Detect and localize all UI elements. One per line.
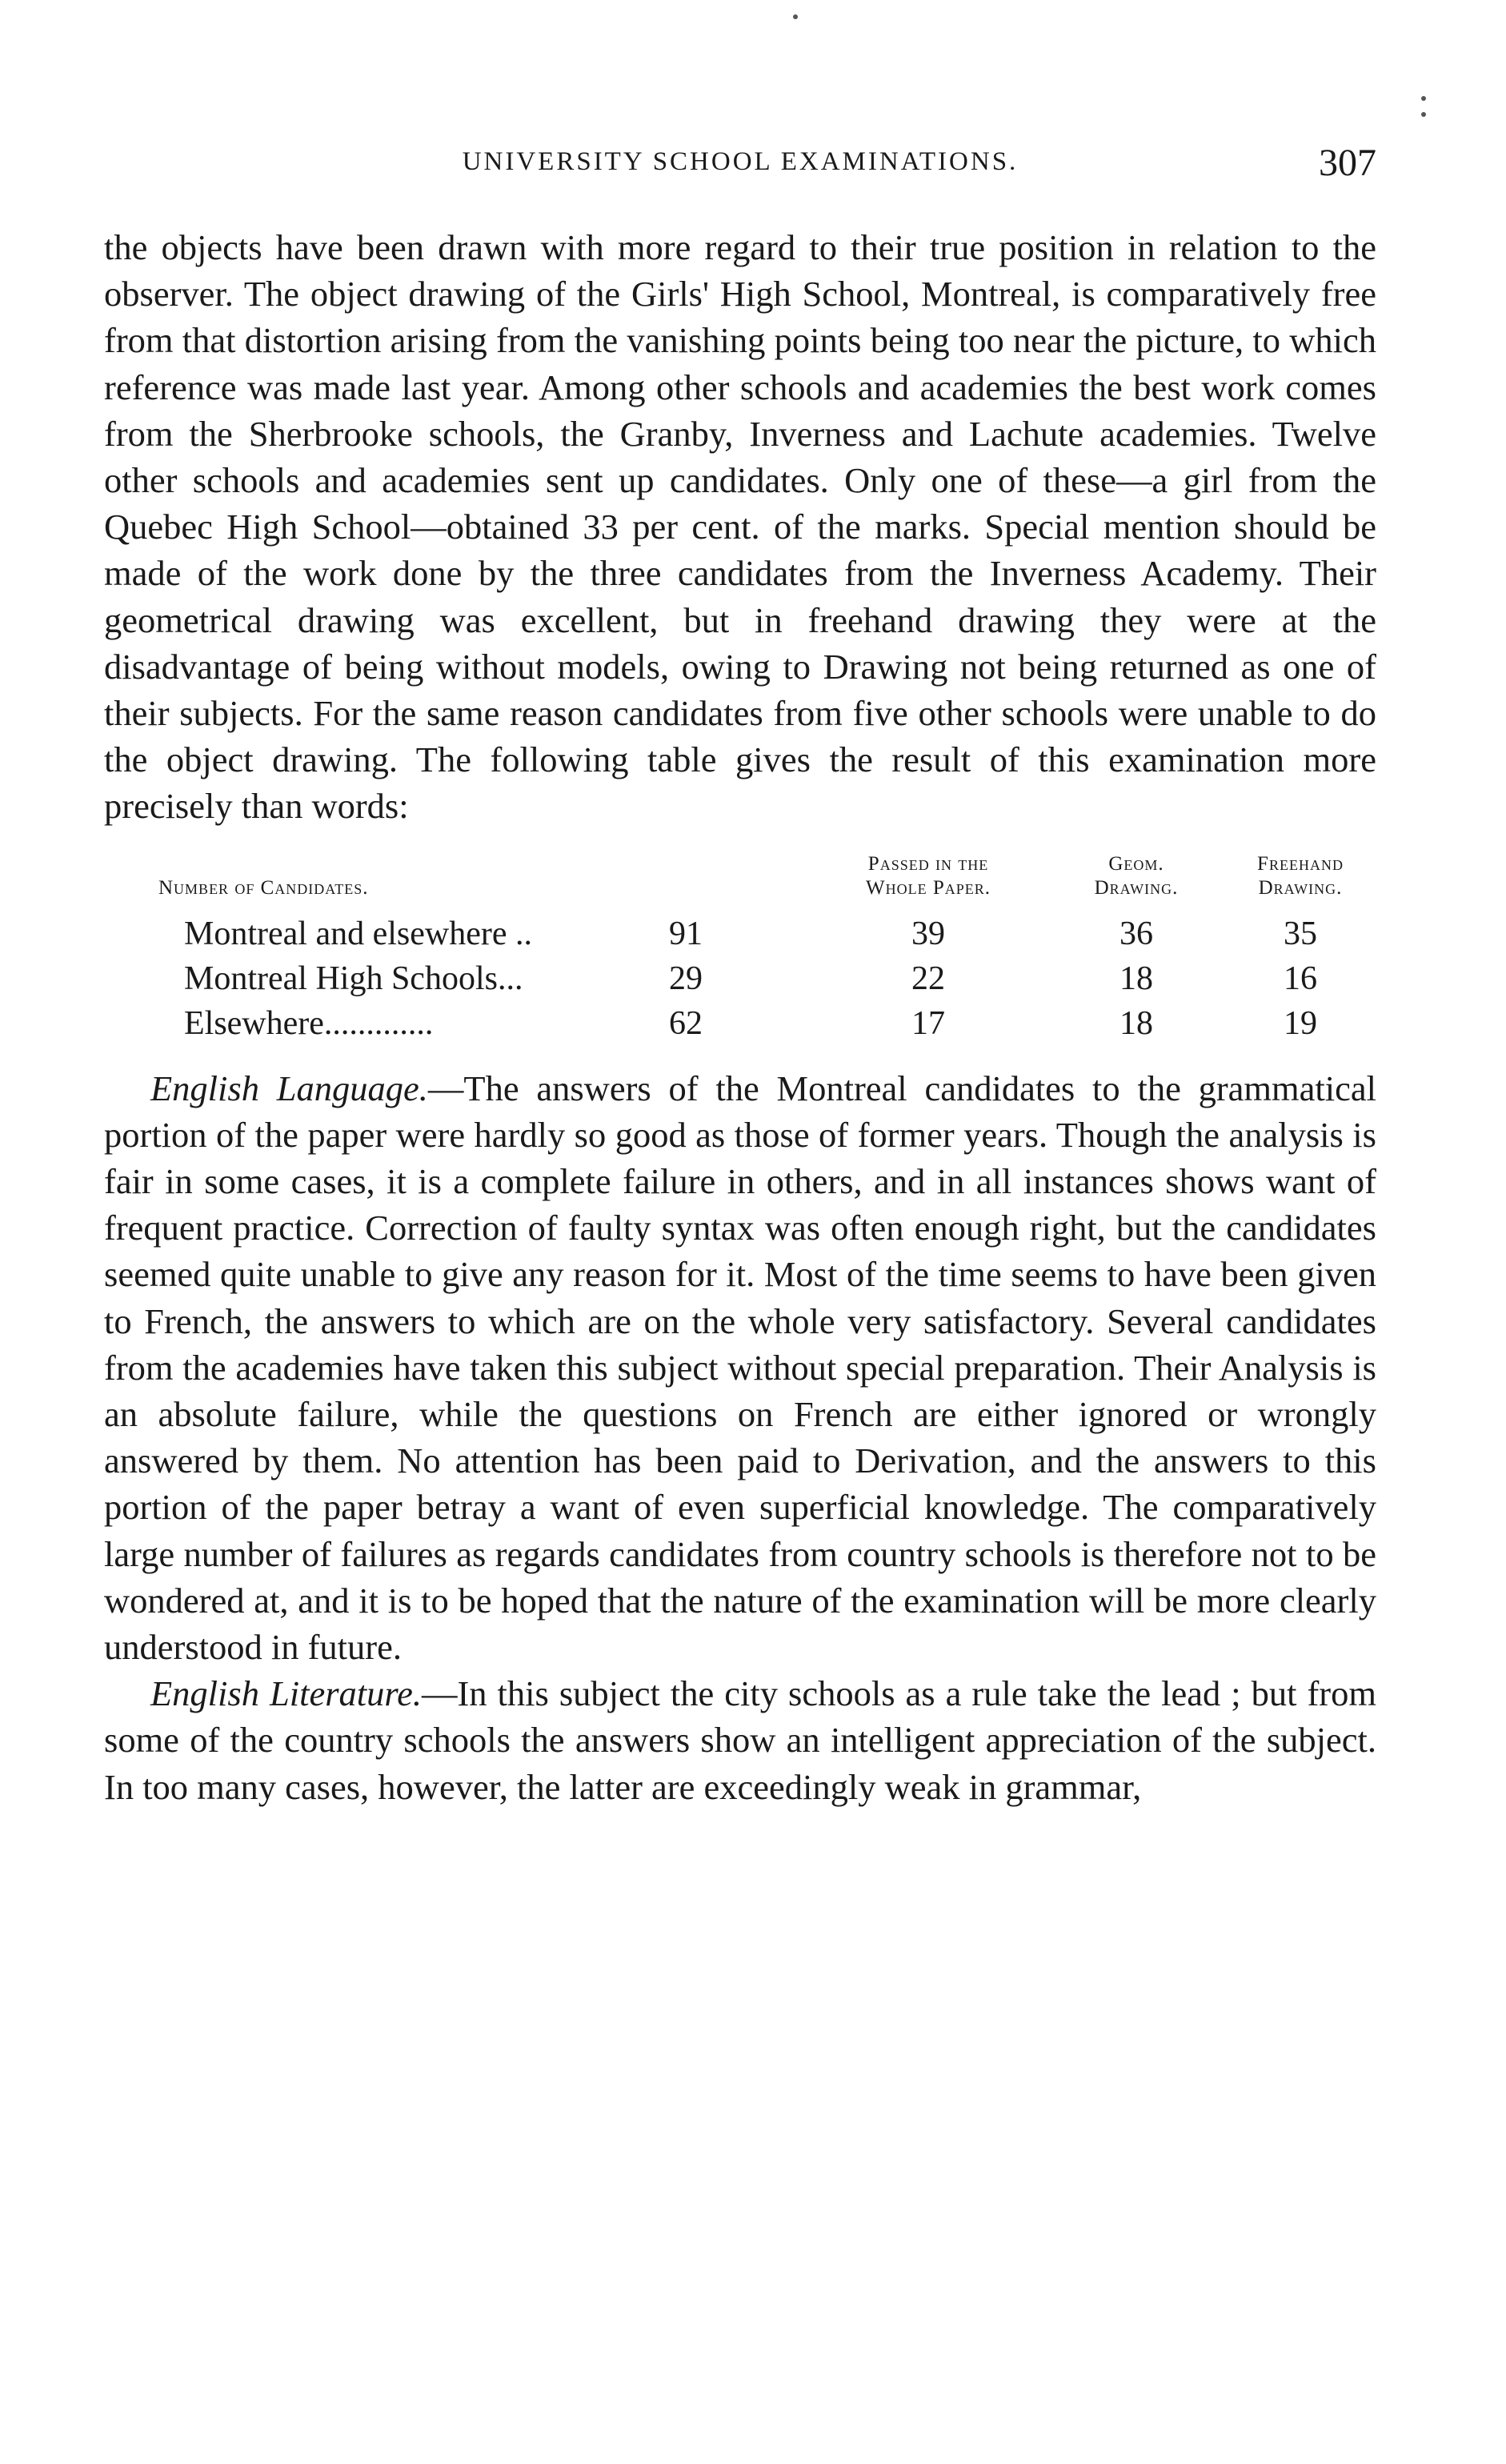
running-head: UNIVERSITY SCHOOL EXAMINATIONS. (462, 147, 1019, 176)
header-geom-drawing (1048, 852, 1224, 911)
row-passed: 17 (911, 1004, 945, 1042)
paragraph-object-drawing: the objects have been drawn with more regard to their true position in relation to the observer. The object drawing of the Girls' High School, Montreal, is comparatively free from that distortion arising from the vanishing points being too near the picture, to which reference was made last year. Among other schools and academies the best work comes from the Sherbrooke schools, the Granby, Inverness and Lachute academies. Twelve other schools and academies sent up candidates. Only one of these—a girl from the Quebec High School—obtained 33 per cent. of the marks. Special mention should be made of the work done by the three candidates from the Inverness Academy. Their geometrical drawing was excellent, but in freehand drawing they were at the disadvantage of being without models, owing to Drawing not being returned as one of their subjects. For the same reason candidates from five other schools were unable to do the object drawing. The following table gives the result of this examination more precisely than words: (104, 227, 1376, 827)
results-table-wrapper (104, 852, 1376, 1046)
row-geom: 18 (1119, 960, 1153, 997)
page-number: 307 (1319, 142, 1376, 184)
row-freehand: 19 (1284, 1004, 1317, 1042)
section-heading-english-literature: English Literature. (150, 1673, 422, 1714)
row-freehand: 16 (1284, 960, 1317, 997)
table-row (104, 956, 1376, 1001)
row-total: 91 (669, 915, 703, 952)
page-header (104, 141, 1376, 189)
scan-speck (1421, 96, 1426, 101)
paragraph-english-language-body: —The answers of the Montreal candidates to the grammatical portion of the paper were hardly so good as those of former years. Though the analysis is fair in some cases, it is a complete failure in others, and in all instances shows want of frequent practice. Correction of faulty syntax was often enough right, but the candidates seemed quite unable to give any reason for it. Most of the time seems to have been given to French, the answers to which are on the whole very satisfactory. Several candidates from the academies have taken this subject without special preparation. Their Analysis is an absolute failure, while the questions on French are either ignored or wrongly answered by them. No attention has been paid to Derivation, and the answers to this portion of the paper betray a want of even superficial knowledge. The comparatively large number of failures as regards candidates from country schools is therefore not to be wondered at, and it is to be hoped that the nature of the examination will be more clearly understood in future. (104, 1068, 1376, 1668)
scan-speck (1421, 112, 1426, 117)
row-label: Montreal and elsewhere .. (184, 915, 532, 952)
header-freehand-drawing (1224, 852, 1376, 911)
results-table (104, 852, 1376, 1046)
row-passed: 39 (911, 915, 945, 952)
paragraph-english-language (104, 1065, 1376, 1671)
row-total: 29 (669, 960, 703, 997)
header-freehand-line2: Drawing. (1258, 876, 1343, 899)
header-number-of-candidates: Number of Candidates. (158, 876, 369, 899)
row-label: Elsewhere............. (184, 1004, 434, 1042)
header-freehand-line1: Freehand (1257, 852, 1344, 875)
row-geom: 36 (1119, 915, 1153, 952)
table-row (104, 911, 1376, 956)
scan-speck (793, 14, 798, 19)
paragraph-english-literature-body: —In this subject the city schools as a rule take the lead ; but from some of the country schools the answers show an intelligent appreciation of the subject. In too many cases, however, the latter are exceedingly weak in grammar, (104, 1673, 1376, 1807)
row-geom: 18 (1119, 1004, 1153, 1042)
header-passed-whole-paper (808, 852, 1048, 911)
header-geom-line1: Geom. (1108, 852, 1164, 875)
header-geom-line2: Drawing. (1094, 876, 1179, 899)
row-total: 62 (669, 1004, 703, 1042)
table-header-row (104, 852, 1376, 911)
table-row (104, 1001, 1376, 1046)
body-text (104, 224, 1376, 1810)
row-passed: 22 (911, 960, 945, 997)
paragraph-english-literature (104, 1670, 1376, 1810)
header-passed-line2: Whole Paper. (866, 876, 991, 899)
header-passed-line1: Passed in the (867, 852, 989, 875)
section-heading-english-language: English Language. (150, 1068, 428, 1108)
row-label: Montreal High Schools... (184, 960, 523, 997)
row-freehand: 35 (1284, 915, 1317, 952)
